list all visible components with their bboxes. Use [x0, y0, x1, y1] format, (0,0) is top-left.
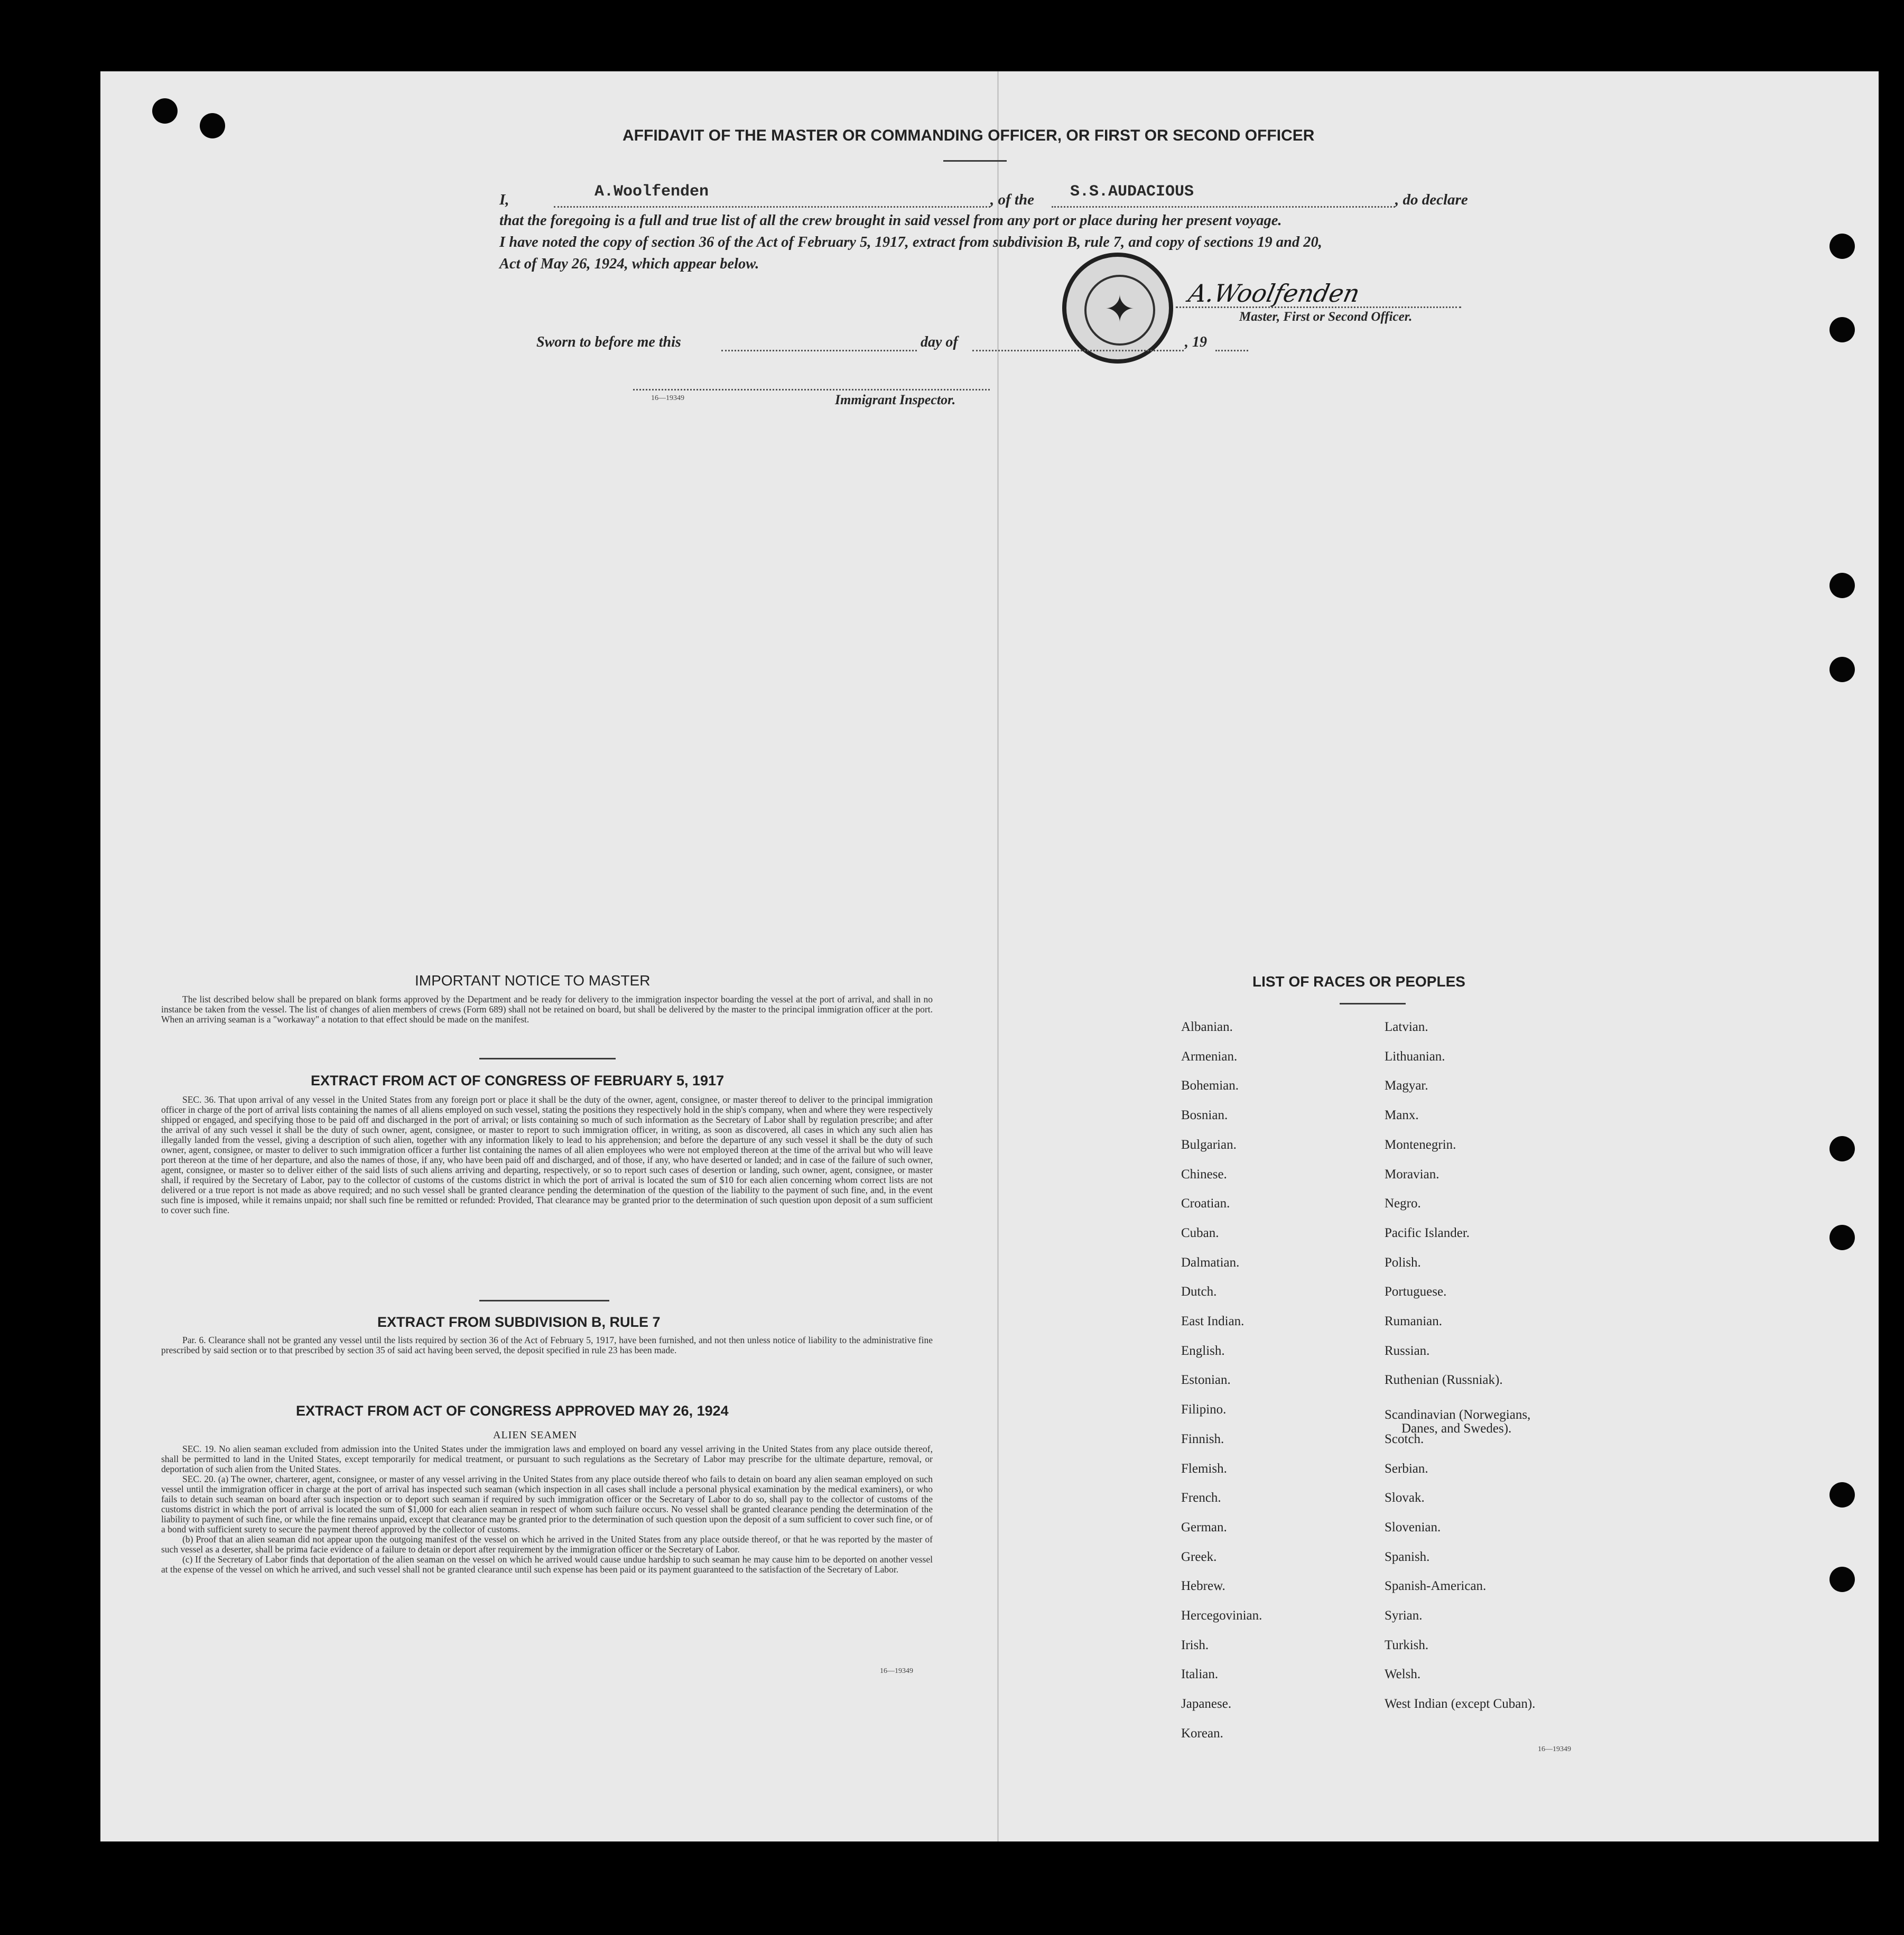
- sec-20b-paragraph: (b) Proof that an alien seaman did not appear upon the outgoing manifest of the vessel on which he arrived in the United States from any place outside thereof, or that he was reported by the master of such vessel as a deserter, shall be prima facie evidence of a failure to detain or deport after requirement by the immigration officer or the Secretary of Labor.: [161, 1534, 933, 1555]
- race-item: Ruthenian (Russniak).: [1385, 1373, 1503, 1387]
- punch-hole: [1829, 573, 1855, 598]
- notice-rule: [479, 1058, 616, 1059]
- race-item: Rumanian.: [1385, 1314, 1443, 1328]
- official-seal: ✦: [1062, 253, 1173, 364]
- race-item: Cuban.: [1181, 1226, 1219, 1240]
- race-item: Hebrew.: [1181, 1579, 1225, 1593]
- inspector-label: Immigrant Inspector.: [835, 392, 956, 407]
- race-item: Bohemian.: [1181, 1078, 1239, 1093]
- race-item: Dalmatian.: [1181, 1255, 1240, 1270]
- race-item: Montenegrin.: [1385, 1138, 1456, 1152]
- extract-1924-title: EXTRACT FROM ACT OF CONGRESS APPROVED MAY 26, 1924: [296, 1403, 729, 1419]
- document-page: [100, 71, 1879, 1841]
- race-item: Greek.: [1181, 1550, 1217, 1564]
- race-item: Bulgarian.: [1181, 1138, 1237, 1152]
- affidavit-line-2: that the foregoing is a full and true list of all the crew brought in said vessel from any port or place during her present voyage.: [499, 212, 1282, 229]
- sec-20c-paragraph: (c) If the Secretary of Labor finds that deportation of the alien seaman on the vessel on which he arrived would cause undue hardship to such seaman he may cause him to be deported on another vessel at the expense of the vessel on which he arrived, and such vessel shall not be granted clearance until such expense has been paid or its payment guaranteed to the satisfaction of the Secretary of Labor.: [161, 1554, 933, 1575]
- extract-1924-form-number: 16—19349: [880, 1667, 913, 1675]
- sec-36-paragraph: SEC. 36. That upon arrival of any vessel in the United States from any foreign port or place it shall be the duty of the owner, agent, consignee, or master thereof to deliver to the principal immigration officer in charge of the port of arrival lists containing the names of all aliens employed on such vessel, stating the positions they respectively hold in the ship's company, when and where they were respectively shipped or engaged, and specifying those to be paid off and discharged in the port of arrival; or lists containing so much of such information as the Secretary of Labor shall by regulation prescribe; and after the arrival of any such vessel it shall be the duty of such owner, agent, consignee, or master to report to such immigration officer, in writing, as soon as discovered, all cases in which any such alien has illegally landed from the vessel, giving a description of such alien, together with any information likely to lead to his apprehension; and before the departure of any such vessel it shall be the duty of such owner, agent, consignee, or master to deliver to such immigration officer a further list containing the names of all alien employees who were not employed thereon at the time of the arrival but who will leave port thereon at the time of her departure, and also the names of those, if any, who have been paid off and discharged, and of those, if any, who have deserted or landed; and in case of the failure of such owner, agent, consignee, or master so to deliver either of the said lists of such aliens arriving and departing, respectively, or so to report such cases of desertion or landing, such owner, agent, consignee, or master shall, if required by the Secretary of Labor, pay to the collector of customs of the customs district in which the port of arrival is located the sum of $10 for each alien concerning whom correct lists are not delivered or a true report is not made as above required; and no such vessel shall be granted clearance pending the determination of the question of the liability to the payment of such fine, and, in the event such fine is imposed, while it remains unpaid; nor shall such fine be remitted or refunded: Provided, That clearance may be granted prior to the determination of such question upon deposit of a sum sufficient to cover such fine.: [161, 1094, 933, 1215]
- officer-signature: A.Woolfenden: [1186, 279, 1363, 308]
- race-item: Hercegovinian.: [1181, 1608, 1262, 1623]
- subdivision-title: EXTRACT FROM SUBDIVISION B, RULE 7: [377, 1314, 661, 1330]
- race-item: West Indian (except Cuban).: [1385, 1697, 1536, 1711]
- center-fold: [997, 71, 999, 1841]
- punch-hole: [1829, 1136, 1855, 1161]
- race-item: Spanish.: [1385, 1550, 1430, 1564]
- race-item: Japanese.: [1181, 1697, 1232, 1711]
- signer-role: Master, First or Second Officer.: [1239, 310, 1413, 324]
- race-item: Flemish.: [1181, 1462, 1227, 1476]
- race-item: Pacific Islander.: [1385, 1226, 1470, 1240]
- vessel-name: S.S.AUDACIOUS: [1070, 183, 1194, 201]
- race-item: Finnish.: [1181, 1432, 1224, 1446]
- year-line: [1215, 350, 1248, 351]
- race-item: Scandinavian (Norwegians,: [1385, 1408, 1531, 1422]
- punch-hole: [1829, 234, 1855, 259]
- race-item: Scotch.: [1385, 1432, 1424, 1446]
- race-item: Portuguese.: [1385, 1285, 1447, 1299]
- notice-paragraph: The list described below shall be prepared on blank forms approved by the Department and be ready for delivery to the immigration inspector boarding the vessel at the port of arrival, and shall in no instance be taken from the vessel. The list of changes of alien members of crews (Form 689) shall not be retained on board, but shall be delivered by the master to the principal immigration officer at the port. When an arriving seaman is a "workaway" a notation to that effect should be made on the manifest.: [161, 994, 933, 1025]
- do-declare-label: , do declare: [1395, 191, 1468, 208]
- of-the-label: , of the: [990, 191, 1034, 208]
- affidavit-form-number: 16—19349: [651, 394, 684, 402]
- race-item: Armenian.: [1181, 1049, 1238, 1064]
- race-item: Albanian.: [1181, 1020, 1233, 1034]
- race-item: Bosnian.: [1181, 1108, 1228, 1122]
- races-rule: [1340, 1003, 1406, 1004]
- race-item: Slovak.: [1385, 1491, 1425, 1505]
- race-item: Korean.: [1181, 1726, 1223, 1741]
- extract-1924-text: [161, 1444, 933, 1575]
- races-form-number: 16—19349: [1538, 1745, 1571, 1753]
- notice-text: [161, 994, 933, 1025]
- race-item: Filipino.: [1181, 1402, 1227, 1417]
- subdivision-text: [161, 1335, 933, 1355]
- race-item: Spanish-American.: [1385, 1579, 1487, 1593]
- race-item: Slovenian.: [1385, 1520, 1441, 1534]
- race-item: Latvian.: [1385, 1020, 1428, 1034]
- race-item: Manx.: [1385, 1108, 1419, 1122]
- race-item: Chinese.: [1181, 1167, 1227, 1182]
- race-item: Croatian.: [1181, 1196, 1230, 1211]
- extract-1917-rule: [479, 1300, 609, 1301]
- race-item: East Indian.: [1181, 1314, 1244, 1328]
- race-item: Danes, and Swedes).: [1401, 1421, 1512, 1436]
- race-item: Irish.: [1181, 1638, 1209, 1652]
- sec-19-paragraph: SEC. 19. No alien seaman excluded from admission into the United States under the immigration laws and employed on board any vessel arriving in the United States from any place outside thereof, shall be permitted to land in the United States, except temporarily for medical treatment, or pursuant to such regulations as the Secretary of Labor may prescribe for the ultimate departure, removal, or deportation of such alien from the United States.: [161, 1444, 933, 1474]
- punch-hole: [200, 113, 225, 138]
- title-rule: [943, 160, 1007, 162]
- races-title: LIST OF RACES OR PEOPLES: [1252, 973, 1465, 990]
- month-line: [972, 350, 1184, 351]
- race-item: Turkish.: [1385, 1638, 1429, 1652]
- affidavit-line-3: I have noted the copy of section 36 of the Act of February 5, 1917, extract from subdivision B, rule 7, and copy of sections 19 and 20,: [499, 234, 1322, 250]
- affidavit-title: AFFIDAVIT OF THE MASTER OR COMMANDING OFFICER, OR FIRST OR SECOND OFFICER: [623, 127, 1315, 144]
- inspector-line: [633, 389, 990, 390]
- punch-hole: [1829, 657, 1855, 682]
- race-item: Syrian.: [1385, 1608, 1423, 1623]
- notice-title: IMPORTANT NOTICE TO MASTER: [415, 972, 651, 989]
- race-item: Moravian.: [1385, 1167, 1439, 1182]
- name-line: [554, 206, 990, 208]
- punch-hole: [152, 98, 178, 124]
- race-item: French.: [1181, 1491, 1221, 1505]
- punch-hole: [1829, 1482, 1855, 1508]
- affidavit-i-label: I,: [499, 191, 509, 208]
- race-item: German.: [1181, 1520, 1227, 1534]
- year-label: , 19: [1185, 334, 1207, 350]
- race-item: Estonian.: [1181, 1373, 1231, 1387]
- race-item: Negro.: [1385, 1196, 1421, 1211]
- punch-hole: [1829, 1567, 1855, 1592]
- sworn-label: Sworn to before me this: [536, 334, 681, 350]
- punch-hole: [1829, 1225, 1855, 1250]
- race-item: Welsh.: [1385, 1667, 1421, 1681]
- sworn-day-line: [721, 350, 917, 351]
- race-item: English.: [1181, 1344, 1225, 1358]
- race-item: Russian.: [1385, 1344, 1430, 1358]
- day-of-label: day of: [921, 334, 958, 350]
- extract-1917-text: [161, 1095, 933, 1215]
- punch-hole: [1829, 317, 1855, 342]
- extract-1924-subtitle: ALIEN SEAMEN: [493, 1429, 578, 1441]
- race-item: Magyar.: [1385, 1078, 1428, 1093]
- affidavit-line-4: Act of May 26, 1924, which appear below.: [499, 256, 759, 272]
- race-item: Lithuanian.: [1385, 1049, 1445, 1064]
- par-6-paragraph: Par. 6. Clearance shall not be granted any vessel until the lists required by section 36 of the Act of February 5, 1917, have been furnished, and not then unless notice of liability to the administrative fine prescribed by said section or to that prescribed by section 35 of said act having been served, the deposit specified in rule 23 has been made.: [161, 1335, 933, 1355]
- race-item: Polish.: [1385, 1255, 1421, 1270]
- extract-1917-title: EXTRACT FROM ACT OF CONGRESS OF FEBRUARY 5, 1917: [311, 1073, 725, 1089]
- race-item: Serbian.: [1385, 1462, 1428, 1476]
- officer-name: A.Woolfenden: [595, 183, 709, 201]
- sec-20a-paragraph: SEC. 20. (a) The owner, charterer, agent, consignee, or master of any vessel arriving in the United States from any place outside thereof who fails to detain on board any alien seaman employed on such vessel until the immigration officer in charge at the port of arrival has inspected such seaman (which inspection in all cases shall include a personal physical examination by the medical examiners), or who fails to detain such seaman on board after such inspection or to deport such seaman if required by such immigration officer or the Secretary of Labor to do so, shall pay to the collector of customs of the customs district in which the port of arrival is located the sum of $1,000 for each alien seaman in respect of whom such failure occurs. No vessel shall be granted clearance pending the determination of the liability to payment of such fine, or while the fine remains unpaid, except that clearance may be granted prior to the determination of such question upon the deposit of a sum sufficient to cover such fine, or of a bond with sufficient surety to secure the payment thereof approved by the collector of customs.: [161, 1474, 933, 1534]
- race-item: Dutch.: [1181, 1285, 1217, 1299]
- race-item: Italian.: [1181, 1667, 1219, 1681]
- vessel-line: [1052, 206, 1395, 208]
